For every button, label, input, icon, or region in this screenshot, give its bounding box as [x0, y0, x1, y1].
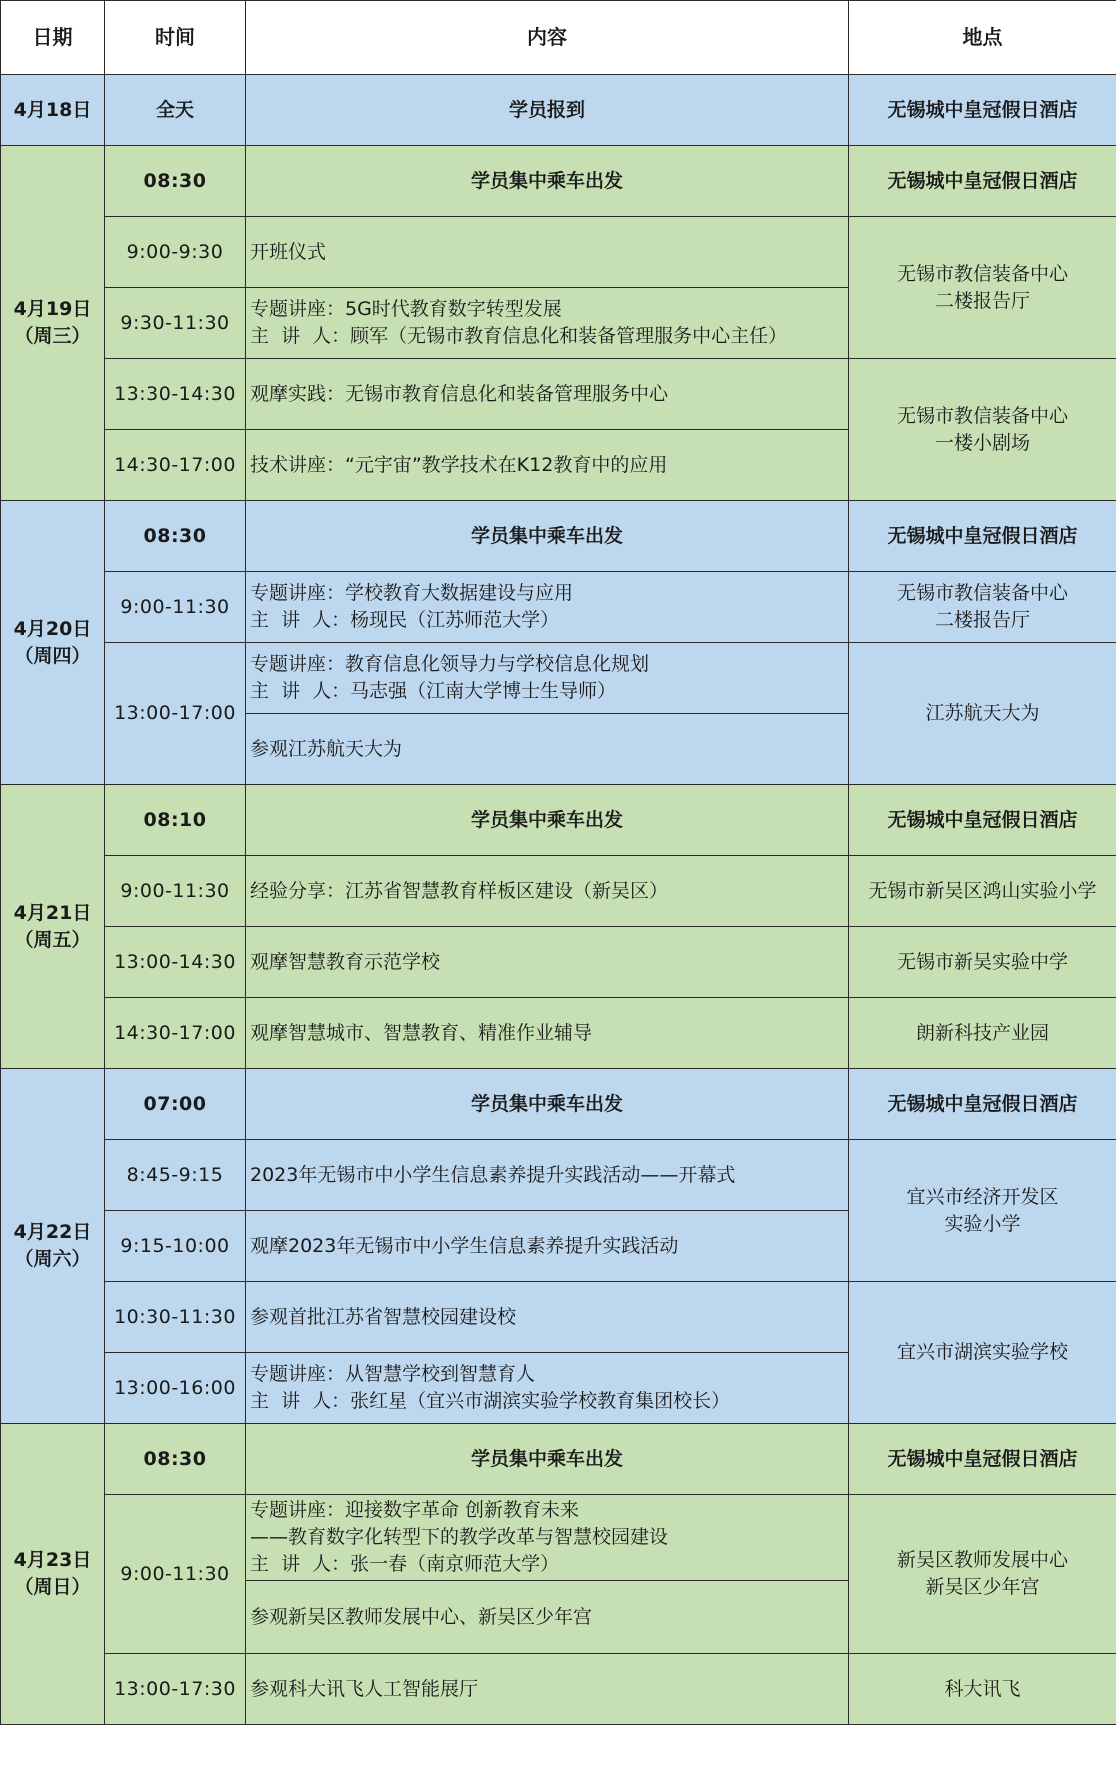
content-cell: 学员报到 — [246, 75, 849, 146]
content-cell: 学员集中乘车出发 — [246, 501, 849, 572]
content-cell: 学员集中乘车出发 — [246, 785, 849, 856]
time-cell: 13:00-16:00 — [105, 1353, 246, 1424]
lecture-title: 专题讲座：迎接数字革命 创新教育未来 — [250, 1499, 580, 1521]
table-row — [1, 1654, 1116, 1725]
header-content: 内容 — [246, 1, 849, 75]
content-cell: 技术讲座：“元宇宙”教学技术在K12教育中的应用 — [246, 430, 849, 501]
place-cell: 无锡城中皇冠假日酒店 — [849, 75, 1116, 146]
time-cell: 08:30 — [105, 1424, 246, 1495]
content-cell: 开班仪式 — [246, 217, 849, 288]
table-row — [1, 1282, 1116, 1353]
time-cell: 13:00-17:00 — [105, 643, 246, 785]
content-cell: 观摩智慧城市、智慧教育、精准作业辅导 — [246, 998, 849, 1069]
content-cell: 参观新吴区教师发展中心、新吴区少年宫 — [246, 1581, 849, 1654]
content-cell: 学员集中乘车出发 — [246, 1424, 849, 1495]
table-row — [1, 643, 1116, 714]
lecture-title: 专题讲座：学校教育大数据建设与应用 — [250, 582, 574, 604]
weekday-label: （周六） — [14, 1248, 91, 1270]
place-cell: 无锡城中皇冠假日酒店 — [849, 146, 1116, 217]
lecture-title: 专题讲座：教育信息化领导力与学校信息化规划 — [250, 653, 650, 675]
place-cell: 无锡城中皇冠假日酒店 — [849, 785, 1116, 856]
header-date: 日期 — [1, 1, 105, 75]
content-cell: 2023年无锡市中小学生信息素养提升实践活动——开幕式 — [246, 1140, 849, 1211]
time-cell: 10:30-11:30 — [105, 1282, 246, 1353]
weekday-label: （周四） — [14, 644, 91, 667]
time-cell: 9:00-11:30 — [105, 572, 246, 643]
place-line: 宜兴市经济开发区 — [906, 1185, 1059, 1208]
time-cell: 9:30-11:30 — [105, 288, 246, 359]
content-cell: 参观科大讯飞人工智能展厅 — [246, 1654, 849, 1725]
content-cell: 观摩2023年无锡市中小学生信息素养提升实践活动 — [246, 1211, 849, 1282]
place-cell: 无锡城中皇冠假日酒店 — [849, 501, 1116, 572]
content-cell: 学员集中乘车出发 — [246, 146, 849, 217]
lecture-speaker: 主 讲 人：马志强（江南大学博士生导师） — [250, 680, 617, 702]
content-cell: 经验分享：江苏省智慧教育样板区建设（新吴区） — [246, 856, 849, 927]
weekday-label: （周三） — [14, 325, 91, 347]
date-cell — [1, 1069, 105, 1424]
date-label: 4月20日 — [13, 617, 92, 640]
header-row — [1, 1, 1116, 75]
table-row — [1, 217, 1116, 288]
weekday-label: （周日） — [14, 1576, 91, 1598]
table-row — [1, 501, 1116, 572]
content-cell: 参观首批江苏省智慧校园建设校 — [246, 1282, 849, 1353]
place-cell: 无锡市新吴区鸿山实验小学 — [849, 856, 1116, 927]
time-cell: 08:30 — [105, 146, 246, 217]
place-cell: 无锡城中皇冠假日酒店 — [849, 1069, 1116, 1140]
table-row — [1, 1495, 1116, 1581]
header-time: 时间 — [105, 1, 246, 75]
table-row — [1, 927, 1116, 998]
place-line: 新吴区少年宫 — [925, 1576, 1040, 1598]
place-line: 无锡市教信装备中心 — [896, 404, 1068, 427]
table-row — [1, 1069, 1116, 1140]
time-cell: 13:00-17:30 — [105, 1654, 246, 1725]
time-cell: 08:10 — [105, 785, 246, 856]
place-cell — [849, 572, 1116, 643]
content-cell — [246, 288, 849, 359]
lecture-speaker: 主 讲 人：杨现民（江苏师范大学） — [250, 609, 560, 631]
table-row — [1, 572, 1116, 643]
time-cell: 8:45-9:15 — [105, 1140, 246, 1211]
content-cell — [246, 643, 849, 714]
place-line: 二楼报告厅 — [934, 609, 1030, 631]
time-cell: 13:30-14:30 — [105, 359, 246, 430]
content-cell: 观摩实践：无锡市教育信息化和装备管理服务中心 — [246, 359, 849, 430]
table-row — [1, 1424, 1116, 1495]
table-row — [1, 359, 1116, 430]
place-cell: 无锡城中皇冠假日酒店 — [849, 1424, 1116, 1495]
place-line: 新吴区教师发展中心 — [896, 1549, 1068, 1571]
table-row — [1, 998, 1116, 1069]
date-cell — [1, 785, 105, 1069]
place-line: 实验小学 — [944, 1212, 1021, 1235]
place-cell: 无锡市新吴实验中学 — [849, 927, 1116, 998]
place-line: 无锡市教信装备中心 — [896, 582, 1068, 604]
place-cell: 江苏航天大为 — [849, 643, 1116, 785]
content-cell — [246, 1495, 849, 1581]
lecture-subtitle: ——教育数字化转型下的教学改革与智慧校园建设 — [250, 1526, 669, 1548]
content-cell: 观摩智慧教育示范学校 — [246, 927, 849, 998]
content-cell: 参观江苏航天大为 — [246, 714, 849, 785]
time-cell: 14:30-17:00 — [105, 430, 246, 501]
date-cell — [1, 146, 105, 501]
header-place: 地点 — [849, 1, 1116, 75]
lecture-title: 专题讲座：5G时代教育数字转型发展 — [250, 298, 562, 320]
time-cell: 9:00-11:30 — [105, 1495, 246, 1654]
content-cell: 学员集中乘车出发 — [246, 1069, 849, 1140]
time-cell: 9:15-10:00 — [105, 1211, 246, 1282]
lecture-speaker: 主 讲 人：张红星（宜兴市湖滨实验学校教育集团校长） — [250, 1390, 731, 1412]
place-cell — [849, 217, 1116, 359]
time-cell: 14:30-17:00 — [105, 998, 246, 1069]
content-cell — [246, 1353, 849, 1424]
place-cell: 宜兴市湖滨实验学校 — [849, 1282, 1116, 1424]
time-cell: 07:00 — [105, 1069, 246, 1140]
date-label: 4月19日 — [13, 298, 92, 320]
time-cell: 9:00-11:30 — [105, 856, 246, 927]
place-line: 一楼小剧场 — [934, 431, 1030, 454]
time-cell: 13:00-14:30 — [105, 927, 246, 998]
table-row — [1, 856, 1116, 927]
date-cell — [1, 501, 105, 785]
time-cell: 9:00-9:30 — [105, 217, 246, 288]
table-row — [1, 75, 1116, 146]
time-cell: 08:30 — [105, 501, 246, 572]
date-cell — [1, 1424, 105, 1725]
lecture-title: 专题讲座：从智慧学校到智慧育人 — [250, 1363, 536, 1385]
table-row — [1, 1140, 1116, 1211]
place-cell — [849, 1495, 1116, 1654]
date-label: 4月22日 — [13, 1221, 92, 1243]
place-cell: 朗新科技产业园 — [849, 998, 1116, 1069]
table-row — [1, 785, 1116, 856]
place-cell — [849, 1140, 1116, 1282]
time-cell: 全天 — [105, 75, 246, 146]
place-line: 二楼报告厅 — [934, 289, 1030, 312]
place-cell: 科大讯飞 — [849, 1654, 1116, 1725]
place-cell — [849, 359, 1116, 501]
date-label: 4月21日 — [13, 901, 92, 924]
content-cell — [246, 572, 849, 643]
date-cell: 4月18日 — [1, 75, 105, 146]
place-line: 无锡市教信装备中心 — [896, 262, 1068, 285]
date-label: 4月23日 — [13, 1549, 92, 1571]
table-row — [1, 146, 1116, 217]
lecture-speaker: 主 讲 人：张一春（南京师范大学） — [250, 1553, 560, 1575]
lecture-speaker: 主 讲 人：顾军（无锡市教育信息化和装备管理服务中心主任） — [250, 325, 788, 347]
weekday-label: （周五） — [14, 928, 91, 951]
